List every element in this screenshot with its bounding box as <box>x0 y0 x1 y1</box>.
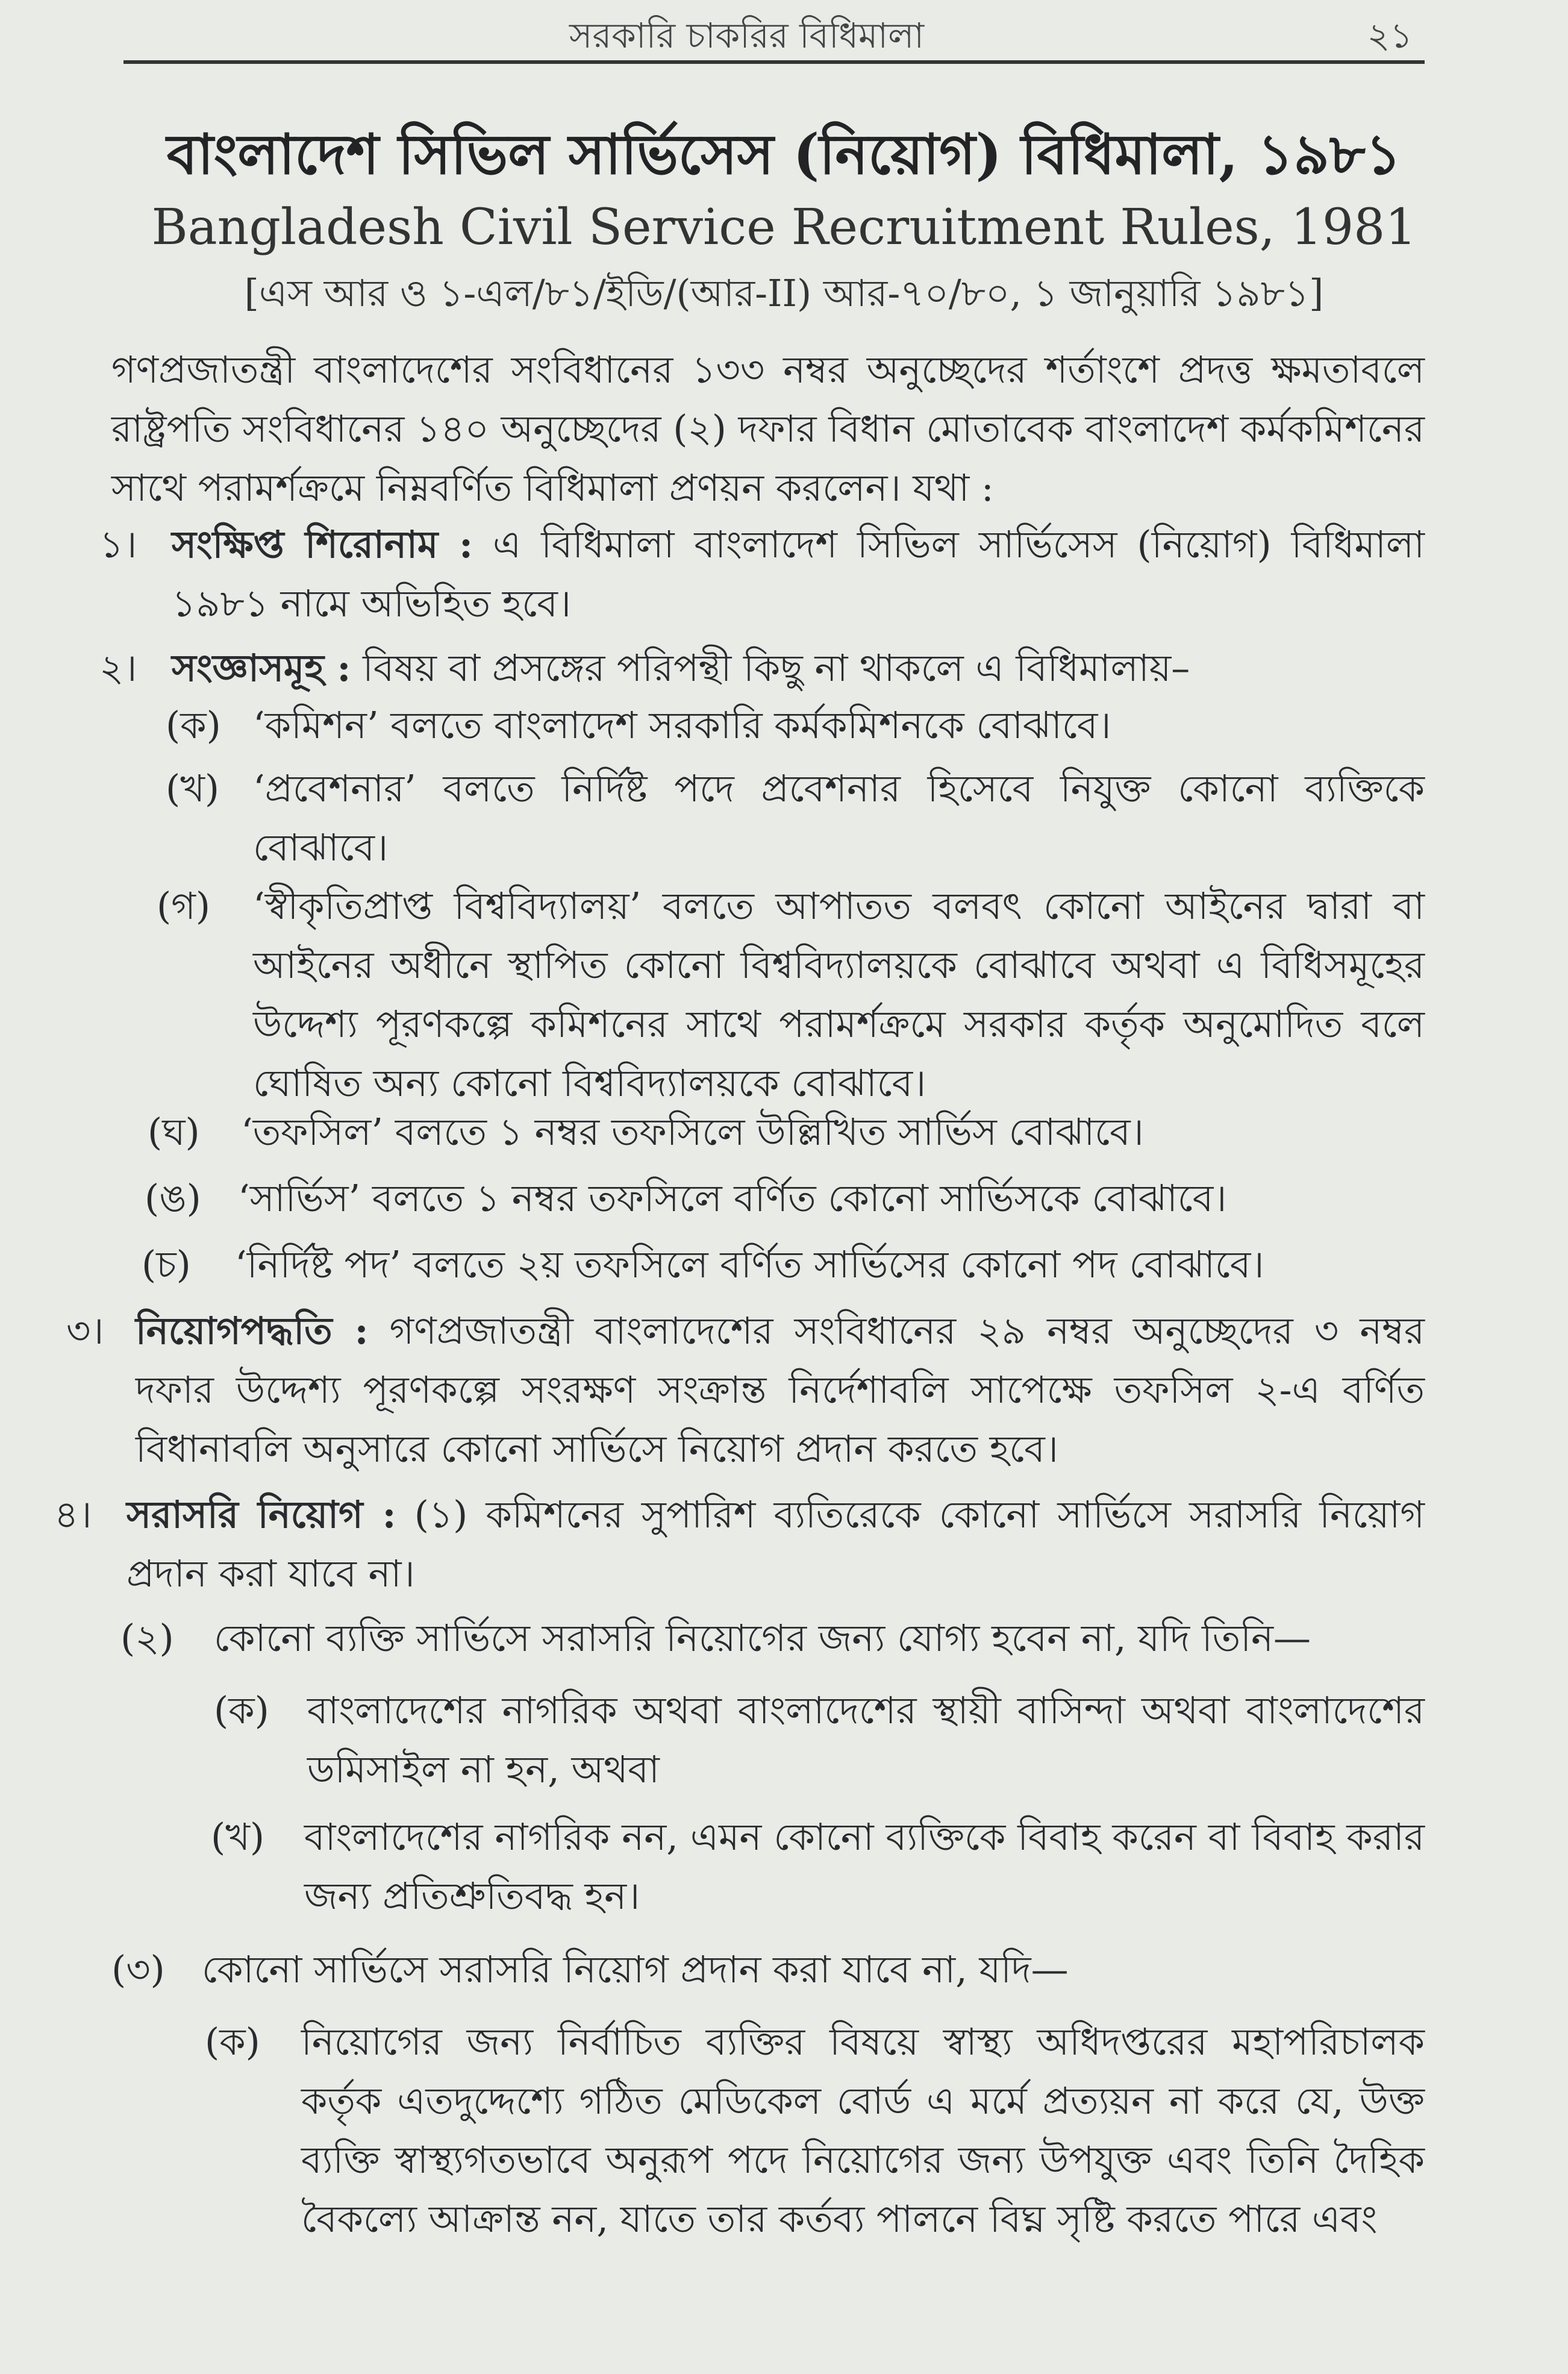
clause-cha-label: (চ) <box>142 1242 191 1286</box>
clause-ga-text: ‘স্বীকৃতিপ্রাপ্ত বিশ্ববিদ্যালয়’ বলতে আপাতত বলবৎ কোনো আইনের দ্বারা বা আইনের অধীনে স্থাপিত কোনো বিশ্ববিদ্যালয়কে বোঝাবে অথবা এ বিধিসমূহের উদ্দেশ্য পূরণকল্পে কমিশনের সাথে পরামর্শক্রমে সরকার কর্তৃক অনুমোদিত বলে ঘোষিত অন্য কোনো বিশ্ববিদ্যালয়কে বোঝাবে। <box>253 884 1425 1105</box>
title-english: Bangladesh Civil Service Recruitment Rules, 1981 <box>151 199 1417 256</box>
sub2-kha-label: (খ) <box>211 1815 265 1859</box>
running-header <box>123 3 1425 64</box>
section-3-number: ৩। <box>66 1309 104 1353</box>
section-4-body <box>127 1485 1425 1603</box>
clause-gha-text: ‘তফসিল’ বলতে ১ নম্বর তফসিলে উল্লিখিত সার্ভিস বোঝাবে। <box>241 1110 1144 1154</box>
clause-ga-label: (গ) <box>157 884 211 928</box>
running-title: সরকারি চাকরির বিধিমালা <box>569 15 925 56</box>
section-4-number: ৪। <box>54 1492 92 1536</box>
sub2-ka-label: (ক) <box>214 1688 269 1732</box>
clause-ka-text: ‘কমিশন’ বলতে বাংলাদেশ সরকারি কর্মকমিশনকে বোঝাবে। <box>253 703 1111 747</box>
section-2-text: বিষয় বা প্রসঙ্গের পরিপন্থী কিছু না থাকলে এ বিধিমালায়– <box>363 646 1190 690</box>
section-3-body <box>136 1301 1425 1479</box>
section-1-body <box>172 515 1425 633</box>
sub2-ka-text: বাংলাদেশের নাগরিক অথবা বাংলাদেশের স্থায়ী বাসিন্দা অথবা বাংলাদেশের ডমিসাইল না হন, অথবা <box>307 1688 1425 1791</box>
clause-ka-label: (ক) <box>166 703 221 747</box>
section-2-heading: সংজ্ঞাসমূহ : <box>172 646 351 690</box>
clause-kha-text: ‘প্রবেশনার’ বলতে নির্দিষ্ট পদে প্রবেশনার হিসেবে নিযুক্ত কোনো ব্যক্তিকে বোঝাবে। <box>253 766 1425 869</box>
section-2-body <box>172 639 1425 698</box>
section-4-heading: সরাসরি নিয়োগ : <box>127 1492 396 1536</box>
subsection-2-text: কোনো ব্যক্তি সার্ভিসে সরাসরি নিয়োগের জন্য যোগ্য হবেন না, যদি তিনি— <box>214 1616 1311 1660</box>
clause-umo-text: ‘সার্ভিস’ বলতে ১ নম্বর তফসিলে বর্ণিত কোনো সার্ভিসকে বোঝাবে। <box>238 1176 1227 1220</box>
clause-cha-text: ‘নির্দিষ্ট পদ’ বলতে ২য় তফসিলে বর্ণিত সার্ভিসের কোনো পদ বোঝাবে। <box>235 1242 1264 1286</box>
preamble: গণপ্রজাতন্ত্রী বাংলাদেশের সংবিধানের ১৩৩ নম্বর অনুচ্ছেদের শর্তাংশে প্রদত্ত ক্ষমতাবলে রাষ্ট্রপতি সংবিধানের ১৪০ অনুচ্ছেদের (২) দফার বিধান মোতাবেক বাংলাদেশ কর্মকমিশনের সাথে পরামর্শক্রমে নিম্নবর্ণিত বিধিমালা প্রণয়ন করলেন। যথা : <box>111 348 1425 510</box>
section-3-text: গণপ্রজাতন্ত্রী বাংলাদেশের সংবিধানের ২৯ নম্বর অনুচ্ছেদের ৩ নম্বর দফার উদ্দেশ্য পূরণকল্পে সংরক্ষণ সংক্রান্ত নির্দেশাবলি সাপেক্ষে তফসিল ২-এ বর্ণিত বিধানাবলি অনুসারে কোনো সার্ভিসে নিয়োগ প্রদান করতে হবে। <box>136 1309 1425 1471</box>
sub2-kha-text: বাংলাদেশের নাগরিক নন, এমন কোনো ব্যক্তিকে বিবাহ করেন বা বিবাহ করার জন্য প্রতিশ্রুতিবদ্ধ হন। <box>304 1815 1425 1918</box>
subsection-3-label: (৩) <box>111 1947 165 1991</box>
section-3-heading: নিয়োগপদ্ধতি : <box>136 1309 369 1353</box>
subsection-2-label: (২) <box>120 1616 174 1660</box>
section-1-heading: সংক্ষিপ্ত শিরোনাম : <box>172 522 473 566</box>
section-1-number: ১। <box>99 522 137 566</box>
section-4-text: (১) কমিশনের সুপারিশ ব্যতিরেকে কোনো সার্ভিসে সরাসরি নিয়োগ প্রদান করা যাবে না। <box>127 1492 1425 1596</box>
clause-gha-label: (ঘ) <box>148 1110 200 1154</box>
clause-umo-label: (ঙ) <box>145 1176 201 1220</box>
citation: [এস আর ও ১-এল/৮১/ইডি/(আর-II) আর-৭০/৮০, ১ জানুয়ারি ১৯৮১] <box>244 271 1324 315</box>
sub3-ka-label: (ক) <box>205 2020 260 2064</box>
title-bangla: বাংলাদেশ সিভিল সার্ভিসেস (নিয়োগ) বিধিমালা, ১৯৮১ <box>166 122 1402 187</box>
page-number: ২১ <box>1367 15 1413 56</box>
section-1-text: এ বিধিমালা বাংলাদেশ সিভিল সার্ভিসেস (নিয়োগ) বিধিমালা ১৯৮১ নামে অভিহিত হবে। <box>172 522 1425 625</box>
subsection-3-text: কোনো সার্ভিসে সরাসরি নিয়োগ প্রদান করা যাবে না, যদি— <box>202 1947 1069 1991</box>
section-2-number: ২। <box>99 646 137 690</box>
sub3-ka-text: নিয়োগের জন্য নির্বাচিত ব্যক্তির বিষয়ে স্বাস্থ্য অধিদপ্তরের মহাপরিচালক কর্তৃক এতদুদ্দেশ্যে গঠিত মেডিকেল বোর্ড এ মর্মে প্রত্যয়ন না করে যে, উক্ত ব্যক্তি স্বাস্থ্যগতভাবে অনুরূপ পদে নিয়োগের জন্য উপযুক্ত এবং তিনি দৈহিক বৈকল্যে আক্রান্ত নন, যাতে তার কর্তব্য পালনে বিঘ্ন সৃষ্টি করতে পারে এবং <box>301 2020 1425 2241</box>
clause-kha-label: (খ) <box>166 766 220 810</box>
